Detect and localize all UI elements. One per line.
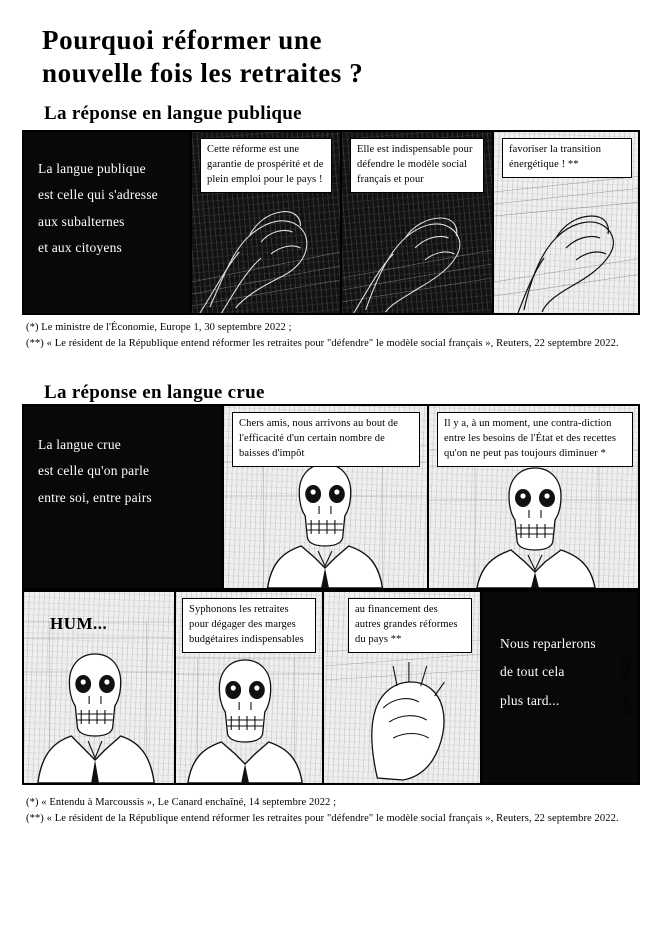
speech-hum: HUM... [50, 614, 108, 633]
section-heading-langue-publique: La réponse en langue publique [44, 103, 302, 124]
panel-crue-final [482, 592, 640, 783]
page-title-line-2: nouvelle fois les retraites ? [42, 57, 364, 88]
caption-line-1: La langue publique [38, 161, 146, 176]
panel-public-hand-1 [192, 132, 342, 313]
artist-signature: B.S. - 2022 [620, 653, 632, 715]
speech-bubble-crue-5: au financement des autres grandes réformes du pays ** [348, 598, 472, 653]
panel-crue-hum [24, 592, 176, 783]
panel-public-hand-2 [342, 132, 494, 313]
comic-strip-langue-crue-row-2 [22, 590, 640, 785]
speech-bubble-crue-1: Chers amis, nous arrivons au bout de l'efficacité d'un certain nombre de baisses d'impôt [232, 412, 420, 467]
comic-strip-langue-crue-row-1 [22, 404, 640, 590]
final-line-1: Nous reparlerons [500, 636, 596, 651]
footnote-public-2: (**) « Le résident de la République entend réformer les retraites pour "défendre" le modèle social français », Reuters, 22 septembre 2022. [26, 338, 619, 350]
footnote-public-1: (*) Le ministre de l'Économie, Europe 1, 30 septembre 2022 ; [26, 322, 292, 333]
footnotes-langue-crue [26, 795, 636, 828]
page-title [42, 24, 622, 90]
panel-public-caption [24, 132, 192, 313]
panel-crue-speaker-1 [224, 406, 429, 588]
final-line-2: de tout cela [500, 664, 565, 680]
footnotes-langue-publique [26, 320, 636, 353]
panel-crue-caption [24, 406, 224, 588]
speech-bubble-public-1: Cette réforme est une garantie de prospérité et de plein emploi pour le pays ! [200, 138, 332, 193]
page-title-line-1: Pourquoi réformer une [42, 25, 323, 55]
speech-bubble-public-3: favoriser la transition énergétique ! ** [502, 138, 632, 178]
panel-public-hand-3 [494, 132, 640, 313]
caption-line-3: entre soi, entre pairs [38, 489, 152, 505]
caption-line-3: aux subalternes [38, 213, 125, 229]
speech-bubble-crue-4: Syphonons les retraites pour dégager des marges budgétaires indispensables [182, 598, 316, 653]
panel-crue-speaker-2 [429, 406, 640, 588]
panel-crue-syphonons [176, 592, 324, 783]
section-heading-langue-crue: La réponse en langue crue [44, 382, 265, 403]
comic-strip-langue-publique [22, 130, 640, 315]
final-line-3: plus tard... [500, 692, 560, 708]
speech-bubble-crue-2: Il y a, à un moment, une contra-diction entre les besoins de l'État et des recettes qu'on ne peut pas toujours diminuer * [437, 412, 633, 467]
speech-bubble-public-2: Elle est indispensable pour défendre le modèle social français et pour [350, 138, 484, 193]
caption-line-2: est celle qu'on parle [38, 463, 150, 479]
caption-line-2: est celle qui s'adresse [38, 187, 158, 203]
panel-crue-caption-text [38, 432, 212, 511]
footnote-crue-2: (**) « Le résident de la République entend réformer les retraites pour "défendre" le modèle social français », Reuters, 22 septembre 2022. [26, 813, 619, 825]
panel-public-caption-text [38, 156, 180, 261]
caption-line-1: La langue crue [38, 437, 122, 452]
footnote-crue-1: (*) « Entendu à Marcoussis », Le Canard enchaîné, 14 septembre 2022 ; [26, 797, 337, 808]
panel-crue-final-text [500, 630, 632, 715]
panel-crue-hand [324, 592, 482, 783]
caption-line-4: et aux citoyens [38, 239, 122, 255]
